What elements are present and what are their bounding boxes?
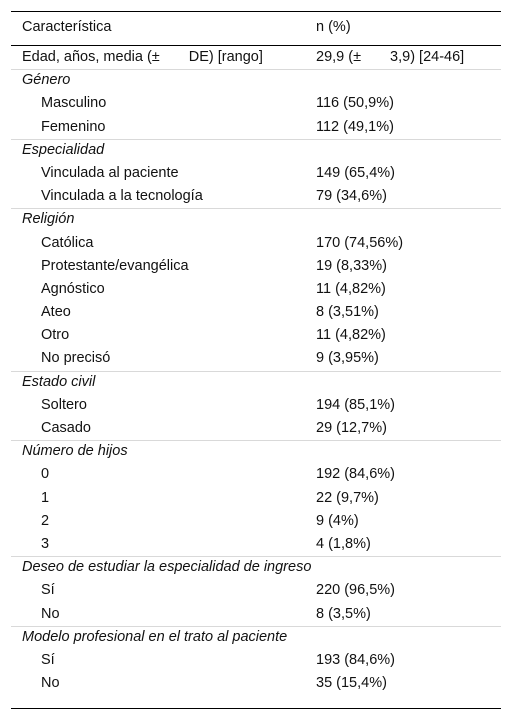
row-label: Vinculada al paciente [41, 164, 179, 181]
table-row [0, 185, 511, 208]
table-row [0, 301, 511, 324]
row-label: Sí [41, 651, 55, 668]
row-value: 22 (9,7%) [316, 489, 379, 506]
table-section-row [0, 440, 511, 463]
row-value: 9 (4%) [316, 512, 359, 529]
table-section-row [0, 208, 511, 231]
row-value: 29,9 (± 3,9) [24-46] [316, 49, 465, 65]
row-label: Casado [41, 420, 91, 436]
row-label: Otro [41, 327, 70, 344]
table-section-row [0, 626, 511, 649]
table-row [0, 603, 511, 626]
table-row [0, 672, 511, 695]
row-value: 11 (4,82%) [316, 327, 386, 344]
row-label: 3 [41, 535, 50, 552]
table-row [0, 510, 511, 533]
table-row [0, 347, 511, 370]
row-label: Agnóstico [41, 280, 105, 297]
section-label: Especialidad [22, 141, 105, 158]
header-characteristic: Característica [22, 19, 112, 35]
table-row [0, 116, 511, 139]
section-label: Deseo de estudiar la especialidad de ingreso [22, 559, 312, 576]
row-label: Católica [41, 234, 94, 251]
row-label: No [41, 605, 60, 622]
row-label: 0 [41, 466, 50, 483]
row-label: Sí [41, 582, 55, 599]
table-row [0, 162, 511, 185]
row-label: No precisó [41, 350, 111, 367]
table-section-row [0, 69, 511, 92]
row-label: Protestante/evangélica [41, 257, 189, 274]
row-label: 2 [41, 512, 50, 529]
row-label: Femenino [41, 118, 106, 135]
row-value: 220 (96,5%) [316, 582, 395, 599]
row-value: 29 (12,7%) [316, 420, 387, 436]
row-value: 19 (8,33%) [316, 257, 387, 274]
table-row [0, 649, 511, 672]
row-value: 35 (15,4%) [316, 675, 387, 692]
table-section-row [0, 371, 511, 394]
table-row [0, 417, 511, 440]
table-row [0, 278, 511, 301]
row-value: 192 (84,6%) [316, 466, 395, 483]
row-value: 170 (74,56%) [316, 234, 404, 251]
table-top-rule [11, 11, 501, 12]
row-label: Ateo [41, 304, 71, 321]
header-n-percent: n (%) [316, 19, 351, 35]
row-value: 149 (65,4%) [316, 164, 395, 181]
table-row [0, 463, 511, 486]
row-value: 8 (3,51%) [316, 304, 379, 321]
row-label: Soltero [41, 396, 87, 413]
table-row [0, 579, 511, 602]
row-value: 79 (34,6%) [316, 188, 387, 205]
section-label: Estado civil [22, 373, 96, 390]
row-value: 4 (1,8%) [316, 535, 371, 552]
table-section-row [0, 139, 511, 162]
table-bottom-rule [11, 708, 501, 709]
table-row [0, 324, 511, 347]
row-value: 193 (84,6%) [316, 651, 395, 668]
table-row [0, 487, 511, 510]
table-body [0, 46, 511, 695]
row-value: 11 (4,82%) [316, 280, 386, 297]
row-label: Vinculada a la tecnología [41, 188, 203, 205]
section-label: Número de hijos [22, 443, 128, 460]
row-value: 194 (85,1%) [316, 396, 395, 413]
row-value: 112 (49,1%) [316, 118, 394, 135]
row-label: No [41, 675, 60, 692]
row-value: 8 (3,5%) [316, 605, 371, 622]
row-label: Edad, años, media (± DE) [rango] [22, 49, 263, 65]
table-row [0, 394, 511, 417]
table-row [0, 46, 511, 69]
section-label: Género [22, 72, 71, 89]
row-value: 9 (3,95%) [316, 350, 379, 367]
table-row [0, 92, 511, 115]
row-value: 116 (50,9%) [316, 95, 394, 112]
section-label: Modelo profesional en el trato al paciente [22, 628, 288, 645]
table-row [0, 255, 511, 278]
row-label: 1 [41, 489, 50, 506]
table-row [0, 533, 511, 556]
table-row [0, 232, 511, 255]
section-label: Religión [22, 211, 75, 228]
row-label: Masculino [41, 95, 107, 112]
table-section-row [0, 556, 511, 579]
